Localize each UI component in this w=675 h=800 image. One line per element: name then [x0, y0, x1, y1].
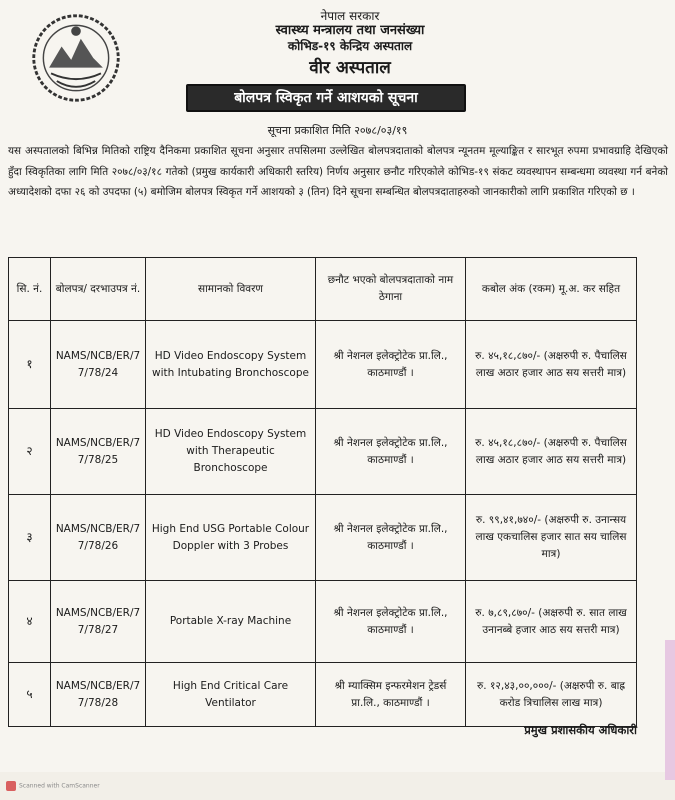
row-sn: २ — [9, 409, 51, 495]
row-amount: रु. ९९,४१,७४०/- (अक्षरुपी रु. उनान्सय लाख एकचालिस हजार सात सय चालिस मात्र) — [466, 495, 637, 581]
intro-paragraph: यस अस्पतालको बिभिन्न मितिको राष्ट्रिय दैनिकमा प्रकाशित सूचना अनुसार तपसिलमा उल्लेखित बोलपत्रदाताको बोलपत्र न्यूनतम मूल्याङ्कित र सारभूत रुपमा प्रभावग्राहि देखिएको हुँदा स्विकृतिका लागि मिति २०७८/०३/१८ गतेको (प्रमुख कार्यकारी अधिकारी स्तरिय) निर्णय अनुसार छनौट गरिएकोले कोभिड-१९ संकट व्यवस्थापन सम्बन्धमा व्यवस्था गर्न बनेको अध्यादेशको दफा २६ को उपदफा (५) बमोजिम बोलपत्र स्विकृत गर्ने आशयको ३ (तिन) दिने सूचना सम्बन्धित बोलपत्रदाताहरुको जानकारीको लागि प्रकाशित गरिएको छ । — [8, 145, 668, 198]
row-description: HD Video Endoscopy System with Therapeutic Bronchoscope — [146, 409, 316, 495]
row-amount: रु. १२,४३,००,०००/- (अक्षरुपी रु. बाह्र करोड त्रिचालिस लाख मात्र) — [466, 663, 637, 727]
camscanner-logo-icon — [6, 781, 16, 791]
hospital-name: वीर अस्पताल — [309, 58, 391, 78]
header-bidder: छनौट भएको बोलपत्रदाताको नाम ठेगाना — [316, 258, 466, 321]
table-header-row — [9, 258, 637, 321]
government-label: नेपाल सरकार — [320, 9, 380, 23]
notice-title-banner — [186, 84, 466, 112]
scanner-note: Scanned with CamScanner — [19, 782, 100, 790]
row-description: Portable X-ray Machine — [146, 581, 316, 663]
table-row — [9, 663, 637, 727]
row-sn: ४ — [9, 581, 51, 663]
row-sn: ५ — [9, 663, 51, 727]
row-bidder: श्री नेशनल इलेक्ट्रोटेक प्रा.लि., काठमाण्डौं । — [316, 495, 466, 581]
header-amount: कबोल अंक (रकम) मू.अ. कर सहित — [466, 258, 637, 321]
table-row — [9, 409, 637, 495]
row-bid-no: NAMS/NCB/ER/77/78/25 — [51, 409, 146, 495]
table-row — [9, 321, 637, 409]
row-bidder: श्री नेशनल इलेक्ट्रोटेक प्रा.लि., काठमाण्डौं । — [316, 409, 466, 495]
scanner-watermark — [6, 781, 100, 791]
published-date: सूचना प्रकाशित मिति २०७८/०३/१९ — [267, 124, 408, 137]
government-emblem-icon — [28, 10, 124, 106]
page-edge-band — [665, 640, 675, 780]
row-description: High End Critical Care Ventilator — [146, 663, 316, 727]
notice-title: बोलपत्र स्विकृत गर्ने आशयको सूचना — [234, 90, 418, 106]
row-bid-no: NAMS/NCB/ER/77/78/27 — [51, 581, 146, 663]
row-bidder: श्री नेशनल इलेक्ट्रोटेक प्रा.लि., काठमाण्डौं । — [316, 581, 466, 663]
row-description: High End USG Portable Colour Doppler with 3 Probes — [146, 495, 316, 581]
row-sn: ३ — [9, 495, 51, 581]
row-description: HD Video Endoscopy System with Intubating Bronchoscope — [146, 321, 316, 409]
header-description: सामानको विवरण — [146, 258, 316, 321]
row-bid-no: NAMS/NCB/ER/77/78/26 — [51, 495, 146, 581]
header-sn: सि. नं. — [9, 258, 51, 321]
bid-table — [8, 257, 637, 727]
row-bidder: श्री नेशनल इलेक्ट्रोटेक प्रा.लि., काठमाण्डौं । — [316, 321, 466, 409]
table-row — [9, 581, 637, 663]
table-row — [9, 495, 637, 581]
signoff-title: प्रमुख प्रशासकीय अधिकारी — [524, 723, 637, 737]
row-bidder: श्री म्याक्सिम इन्फरमेशन ट्रेडर्स प्रा.लि., काठमाण्डौं । — [316, 663, 466, 727]
row-bid-no: NAMS/NCB/ER/77/78/28 — [51, 663, 146, 727]
row-amount: रु. ४५,१८,८७०/- (अक्षरुपी रु. पैचालिस लाख अठार हजार आठ सय सत्तरी मात्र) — [466, 321, 637, 409]
row-sn: १ — [9, 321, 51, 409]
row-amount: रु. ४५,१८,८७०/- (अक्षरुपी रु. पैचालिस लाख अठार हजार आठ सय सत्तरी मात्र) — [466, 409, 637, 495]
ministry-label: स्वास्थ्य मन्त्रालय तथा जनसंख्या — [275, 23, 425, 38]
row-bid-no: NAMS/NCB/ER/77/78/24 — [51, 321, 146, 409]
header-bid-no: बोलपत्र/ दरभाउपत्र नं. — [51, 258, 146, 321]
row-amount: रु. ७,८९,८७०/- (अक्षरुपी रु. सात लाख उनानब्बे हजार आठ सय सत्तरी मात्र) — [466, 581, 637, 663]
dedicated-hospital-label: कोभिड-१९ केन्द्रिय अस्पताल — [287, 39, 413, 53]
